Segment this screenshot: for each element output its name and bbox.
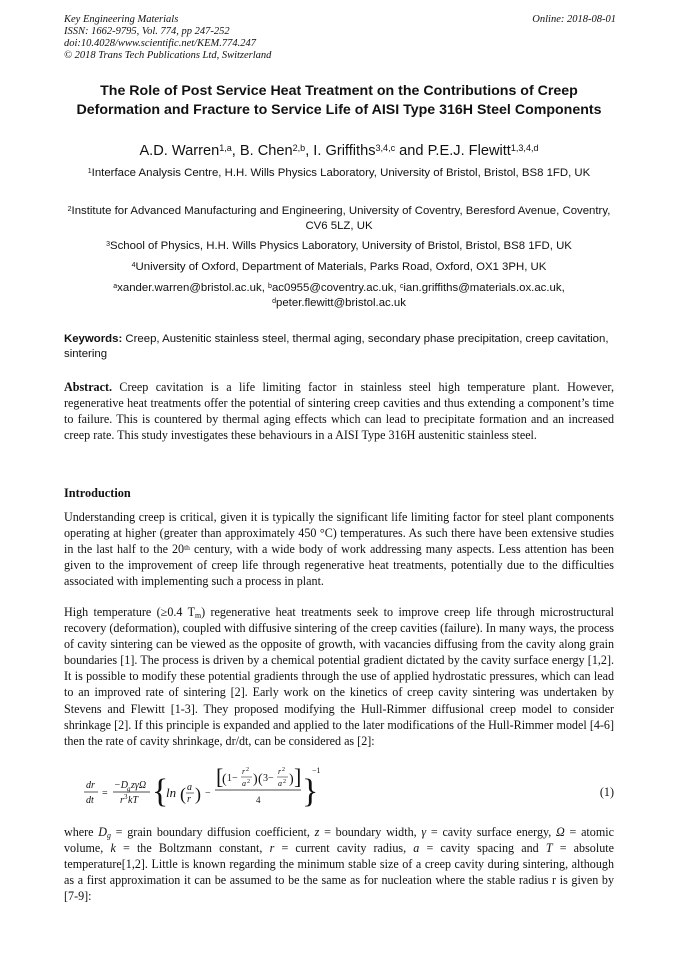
eq-numerator-lhs: −D xyxy=(114,780,128,791)
eq-square: 2 xyxy=(282,767,285,773)
paragraph-text: Understanding creep is critical, given it is typically the significant life limiting factor for steel plant components operating at higher (greater than approximately 450 °C) temperatures. As such there have been extensive studies in the last half to the 20 xyxy=(64,510,614,557)
abstract xyxy=(64,379,614,443)
left-brace: { xyxy=(152,773,169,810)
paren-close: ) xyxy=(289,772,294,787)
paren-open: ( xyxy=(222,772,227,787)
eq-dr: dr xyxy=(86,780,95,791)
eq-r2: r xyxy=(278,767,282,776)
eq-numerator-rhs: zγΩ xyxy=(131,780,147,791)
author-affiliation-marker: 2,b xyxy=(292,142,306,153)
email-marker: c xyxy=(399,282,404,290)
eq-square: 2 xyxy=(283,779,286,785)
email-address: xander.warren@bristol.ac.uk, xyxy=(117,282,269,294)
paragraph-text: High temperature (≥0.4 T xyxy=(64,605,195,619)
eq-denominator-sup: 3 xyxy=(124,793,128,801)
keywords-label: Keywords: xyxy=(64,333,123,345)
bracket-close: ] xyxy=(294,764,302,789)
equation-number: (1) xyxy=(599,785,614,799)
author-name: A.D. Warren xyxy=(139,143,220,159)
online-date: Online: 2018-08-01 xyxy=(532,14,616,25)
paren-open: ( xyxy=(258,772,263,787)
affiliation-marker: 3 xyxy=(106,240,111,248)
keywords-text: Creep, Austenitic stainless steel, thermal aging, secondary phase precipitation, creep cavitation, sintering xyxy=(64,333,609,360)
ordinal-suffix: th xyxy=(184,542,190,552)
keywords xyxy=(64,332,614,361)
intro-paragraph-1 xyxy=(64,509,614,589)
eq-exponent: −1 xyxy=(312,766,321,775)
symbol: k xyxy=(110,841,116,856)
author-affiliation-marker: 1,3,4,d xyxy=(510,142,539,153)
author-affiliation-marker: 1,a xyxy=(219,142,232,153)
eq-r: r xyxy=(187,794,191,805)
affiliation-text: Interface Analysis Centre, H.H. Wills Physics Laboratory, University of Bristol, Bristol, BS8 1FD, UK xyxy=(91,167,591,179)
symbol: T xyxy=(545,841,553,856)
equation-1 xyxy=(84,762,614,822)
section-heading: Introduction xyxy=(64,486,131,500)
eq-numerator-sub: g xyxy=(127,785,131,793)
eq-r2: r xyxy=(242,767,246,776)
abstract-label: Abstract. xyxy=(64,380,113,394)
paragraph-text: = cavity surface energy, xyxy=(426,825,557,839)
eq-ln: ln xyxy=(166,785,177,800)
affiliation-2 xyxy=(60,204,618,234)
email-marker: d xyxy=(272,297,276,305)
affiliation-marker: 4 xyxy=(131,261,136,269)
eq-square: 2 xyxy=(247,779,250,785)
email-list xyxy=(60,281,618,311)
paragraph-text: = the Boltzmann constant, xyxy=(115,841,270,856)
intro-paragraph-3 xyxy=(64,824,614,904)
eq-square: 2 xyxy=(246,767,249,773)
author-name: and P.E.J. Flewitt xyxy=(395,143,511,159)
author-affiliation-marker: 3,4,c xyxy=(375,142,396,153)
paragraph-text: = atomic volume, xyxy=(64,825,614,856)
affiliation-text: School of Physics, H.H. Wills Physics Laboratory, University of Bristol, Bristol, BS8 1FD, UK xyxy=(110,240,572,252)
eq-term2: 3− xyxy=(263,773,274,784)
eq-minus: − xyxy=(205,788,211,799)
eq-a2: a xyxy=(242,779,246,788)
author-list xyxy=(60,141,618,161)
paragraph-text: ) regenerative heat treatments seek to improve creep life through microstructural recovery (deformation), coupled with diffusive sintering of the creep cavities (failure). In many ways, the process of cavity sintering can be viewed as the opposite of growth, with vacancies diffusing from the cavity along grain boundaries [1]. The process is driven by a chemical potential gradient dictated by the cavity surface energy [1,2]. It is possible to modify these potential gradients through the use of applied hydrostatic pressures, which can lead to an improved rate of sintering [2]. Early work on the kinetics of creep cavity sintering was undertaken by Stevens and Flewitt [1-3]. They proposed modifying the Hull-Rimmer diffusional creep model to consider shrinkage [2]. If this principle is expanded and applied to the later modifications of the Hull-Rimmer model [4-6] then the rate of cavity shrinkage, dr/dt, can be considered as [2]: xyxy=(64,605,614,748)
journal-name: Key Engineering Materials xyxy=(64,14,179,25)
paragraph-text: century, with a wide body of work addressing many aspects. Less attention has been given to the improvement of creep life through regenerative heat treatments, potentially due to the difficulties associated with implementing such a process in plant. xyxy=(64,542,614,589)
paren-close: ) xyxy=(195,784,201,804)
symbol: a xyxy=(413,841,420,856)
paragraph-text: = grain boundary diffusion coefficient, xyxy=(110,825,315,839)
issn-line: ISSN: 1662-9795, Vol. 774, pp 247-252 xyxy=(64,26,230,37)
affiliation-marker: 1 xyxy=(87,167,92,175)
email-address: ac0955@coventry.ac.uk, xyxy=(271,282,400,294)
eq-four: 4 xyxy=(256,795,261,805)
subscript: g xyxy=(107,830,111,840)
copyright-line: © 2018 Trans Tech Publications Ltd, Switzerland xyxy=(64,50,272,61)
paren-open: ( xyxy=(180,784,186,804)
paragraph-text: = cavity spacing and xyxy=(419,841,546,856)
paragraph-text: where xyxy=(64,825,99,839)
eq-a: a xyxy=(187,782,192,793)
journal-header xyxy=(64,14,616,62)
symbol: r xyxy=(269,841,275,856)
symbol: Ω xyxy=(556,825,565,839)
affiliation-4 xyxy=(60,260,618,275)
symbol: γ xyxy=(421,825,427,839)
affiliation-1 xyxy=(60,166,618,181)
email-marker: b xyxy=(268,282,272,290)
right-brace: } xyxy=(302,773,319,810)
paper-title: The Role of Post Service Heat Treatment on the Contributions of Creep Deformation and Fracture to Service Life of AISI Type 316H Steel Components xyxy=(76,83,602,118)
symbol: D xyxy=(98,825,108,839)
email-marker: a xyxy=(113,282,118,290)
affiliation-text: University of Oxford, Department of Materials, Parks Road, Oxford, OX1 3PH, UK xyxy=(135,261,547,273)
author-name: , I. Griffiths xyxy=(305,143,376,159)
bracket-open: [ xyxy=(216,764,224,789)
email-address: peter.flewitt@bristol.ac.uk xyxy=(275,297,406,309)
eq-equals: = xyxy=(102,788,108,799)
paragraph-text: = boundary width, xyxy=(319,825,422,839)
subscript: m xyxy=(194,610,202,620)
paragraph-text: = current cavity radius, xyxy=(274,841,414,856)
doi-line: doi:10.4028/www.scientific.net/KEM.774.247 xyxy=(64,38,256,49)
email-address: ian.griffiths@materials.ox.ac.uk, xyxy=(403,282,565,294)
eq-denominator-lhs: r xyxy=(120,795,124,806)
eq-term1: 1− xyxy=(227,773,238,784)
symbol: z xyxy=(314,825,320,839)
affiliation-marker: 2 xyxy=(67,205,72,213)
eq-denominator-rhs: kT xyxy=(128,795,138,806)
author-name: , B. Chen xyxy=(231,143,293,159)
equation-graphic xyxy=(84,762,324,822)
abstract-text: Creep cavitation is a life limiting factor in stainless steel high temperature plant. However, regenerative heat treatments offer the potential of sintering creep cavities and thus extending a component’s time to failure. This is countered by thermal aging effects which can lead to precipitate formation and an increased creep rate. This study investigates these behaviours in a AISI Type 316H austenitic stainless steel. xyxy=(64,380,614,443)
eq-dt: dt xyxy=(86,795,94,806)
eq-a2: a xyxy=(278,779,282,788)
affiliation-text: Institute for Advanced Manufacturing and Engineering, University of Coventry, Beresford Avenue, Coventry, CV6 5LZ, UK xyxy=(71,205,611,232)
paragraph-text: = absolute temperature[1,2]. Little is known regarding the minimum stable size of a creep cavity during sintering, although as a first approximation it can be assumed to be the same as for nucleation where the stable radius r is given by [7-9]: xyxy=(64,841,614,904)
paren-close: ) xyxy=(253,772,258,787)
affiliation-3 xyxy=(60,239,618,254)
intro-paragraph-2 xyxy=(64,604,614,749)
